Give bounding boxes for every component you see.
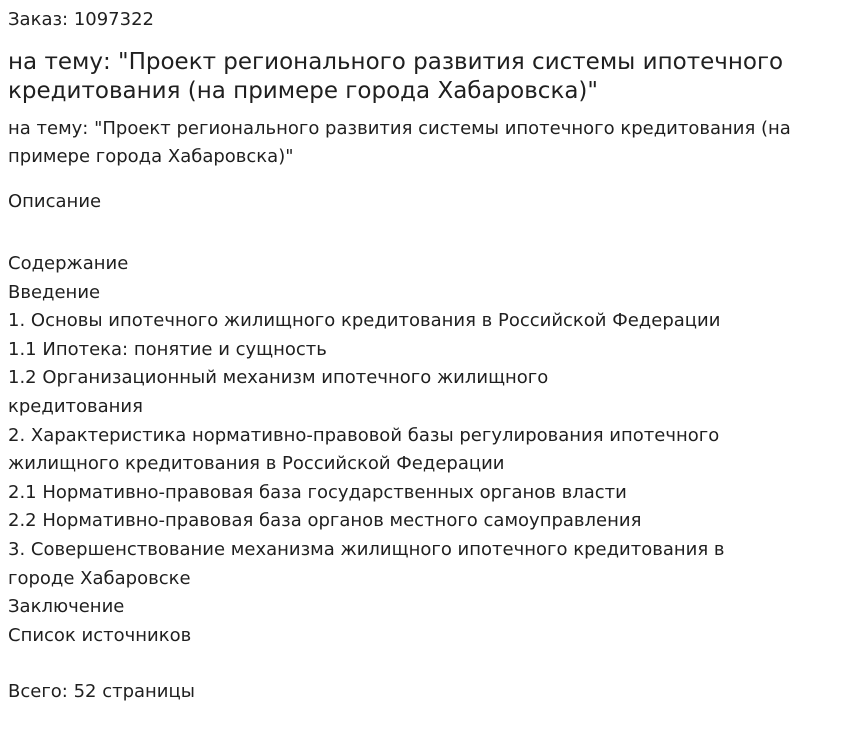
description-heading: Описание [8,191,102,212]
toc-item-chapter-1: 1. Основы ипотечного жилищного кредитования в Российской Федерации [8,310,721,332]
toc-item-introduction: Введение [8,281,101,303]
toc-item-1-2: 1.2 Организационный механизм ипотечного жилищного кредитования [8,367,549,417]
toc-item-chapter-2: 2. Характеристика нормативно-правовой базы регулирования ипотечного жилищного кредитования в Российской Федерации [8,424,720,475]
toc-item-sources: Список источников [8,624,192,646]
toc-item-conclusion: Заключение [8,596,125,618]
order-number: Заказ: 1097322 [8,9,154,30]
topic-subtitle: на тему: "Проект регионального развития системы ипотечного кредитования (на примере города Хабаровска)" [8,118,791,167]
toc-heading: Содержание [8,253,129,274]
page-title: на тему: "Проект регионального развития системы ипотечного кредитования (на примере города Хабаровска)" [8,49,784,104]
total-pages: Всего: 52 страницы [8,681,195,703]
toc-item-2-2: 2.2 Нормативно-правовая база органов местного самоуправления [8,510,642,532]
toc-item-1-1: 1.1 Ипотека: понятие и сущность [8,338,327,360]
toc-item-2-1: 2.1 Нормативно-правовая база государственных органов власти [8,481,627,503]
table-of-contents [8,250,839,650]
toc-item-chapter-3: 3. Совершенствование механизма жилищного ипотечного кредитования в городе Хабаровске [8,538,725,589]
